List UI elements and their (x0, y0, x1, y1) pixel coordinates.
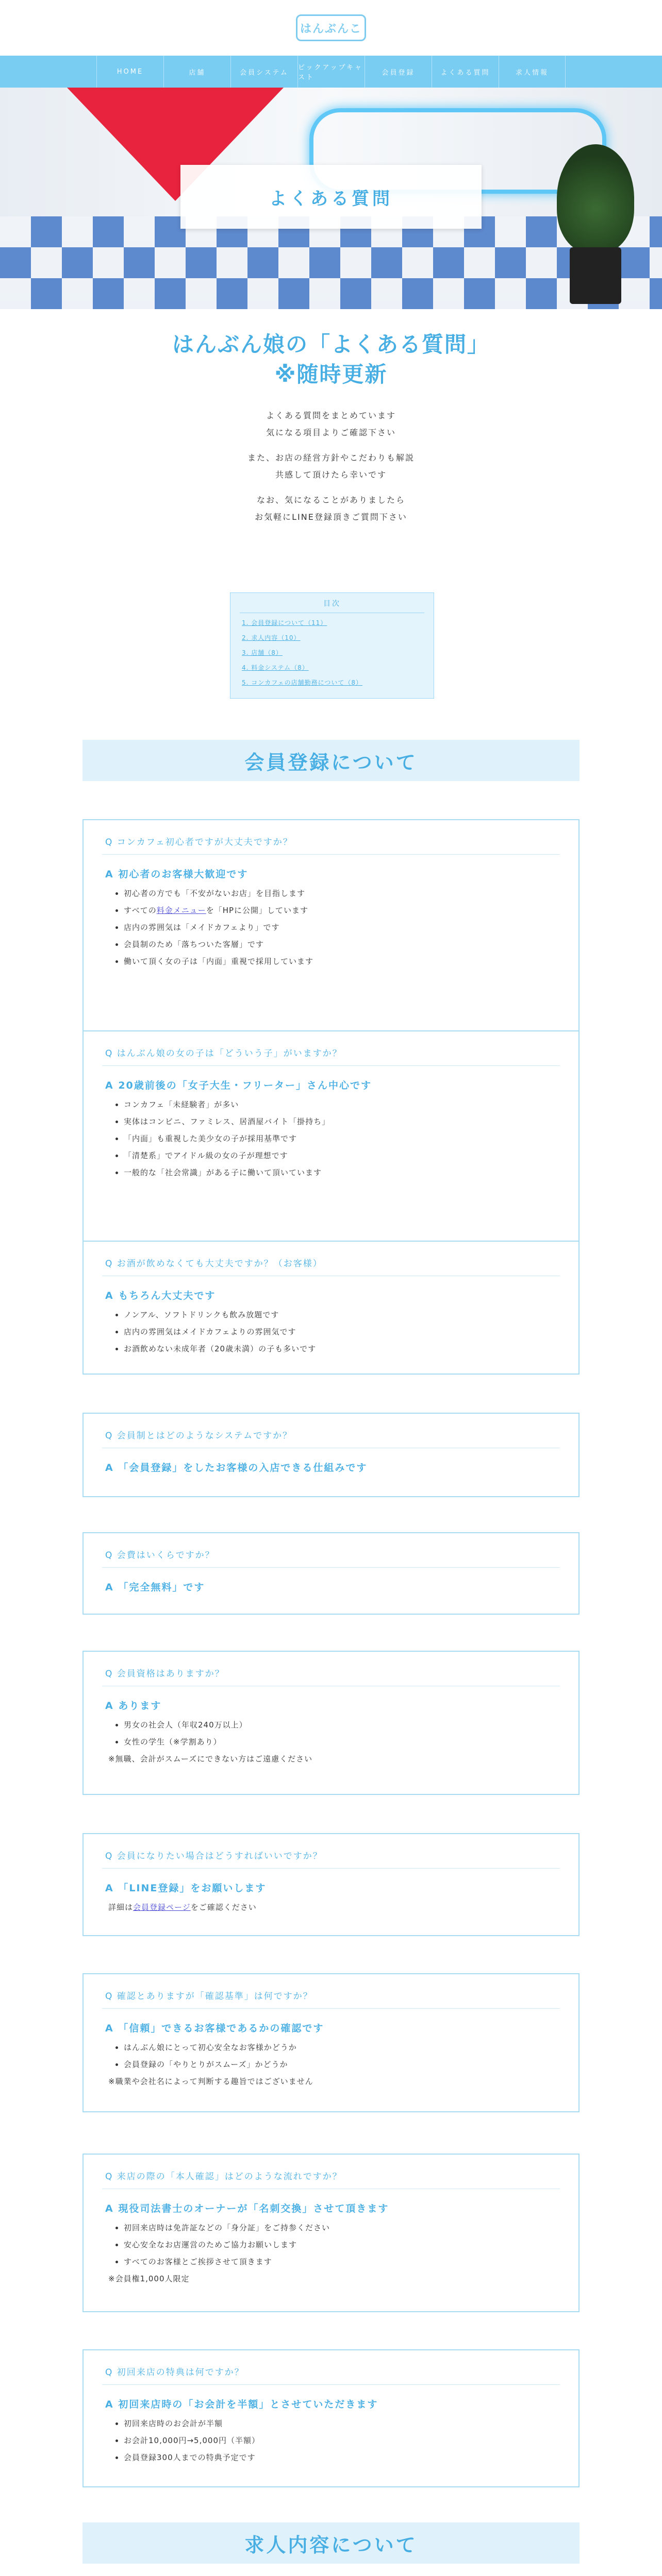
faq-bullet: • 男女の社会人（年収240万以上） (124, 1717, 312, 1734)
faq-card (82, 1532, 580, 1615)
faq-bullet: • 店内の雰囲気はメイドカフェよりの雰囲気です (124, 1324, 316, 1341)
faq-bullet: • 女性の学生（※学割あり） (124, 1734, 312, 1751)
intro-line: なお、気になることがありましたら (256, 495, 405, 505)
faq-body (108, 1899, 257, 1916)
nav-pickup-cast[interactable]: ピックアップキャスト (297, 56, 365, 88)
faq-divider (102, 2384, 560, 2385)
faq-divider (102, 854, 560, 855)
nav-shop[interactable]: 店舗 (163, 56, 230, 88)
nav-faq[interactable]: よくある質問 (432, 56, 499, 88)
hero-banner (0, 88, 662, 309)
faq-card (82, 1413, 580, 1497)
faq-bullet: • 会員登録の「やりとりがスムーズ」かどうか (124, 2056, 313, 2073)
faq-question: Q 会員制とはどのようなシステムですか？ (105, 1431, 293, 1441)
faq-answer: A 「LINE登録」をお願いします (105, 1883, 267, 1894)
faq-bullet: • はんぶん娘にとって初心安全なお客様かどうか (124, 2039, 313, 2056)
intro-text (0, 407, 662, 534)
page-title (0, 330, 662, 389)
faq-body (108, 2039, 313, 2090)
intro-line: 気になる項目よりご確認下さい (266, 428, 396, 437)
faq-answer: A 初回来店時の「お会計を半額」とさせていただきます (105, 2399, 378, 2410)
nav-member-register[interactable]: 会員登録 (365, 56, 432, 88)
faq-note-text: をご確認ください (190, 1903, 257, 1912)
faq-card (82, 819, 580, 1041)
nav-member-system[interactable]: 会員システム (230, 56, 297, 88)
faq-bullet (124, 902, 313, 919)
faq-body (108, 1717, 312, 1768)
pricing-menu-link[interactable]: 料金メニュー (156, 906, 206, 915)
faq-card (82, 1651, 580, 1795)
faq-bullet: • すべてのお客様とご挨拶させて頂きます (124, 2253, 330, 2270)
hero-title-box (180, 165, 482, 229)
faq-bullet: • 初回来店時は免許証などの「身分証」をご持参ください (124, 2219, 330, 2236)
faq-bullet: • お酒飲めない未成年者（20歳未満）の子も多いです (124, 1341, 316, 1358)
faq-card (82, 2154, 580, 2312)
faq-note: ※職業や会社名によって判断する趣旨ではございません (108, 2077, 313, 2086)
table-of-contents (230, 592, 434, 699)
site-header (0, 0, 662, 56)
intro-line: お気軽にLINE登録頂きご質問下さい (255, 512, 407, 522)
site-logo[interactable]: はんぶんこ (296, 14, 366, 41)
faq-bullet: • お会計10,000円→5,000円（半額） (124, 2432, 260, 2449)
faq-question: Q コンカフェ初心者ですが大丈夫ですか？ (105, 837, 293, 848)
faq-divider (102, 1868, 560, 1869)
faq-question: Q 会費はいくらですか？ (105, 1550, 215, 1561)
faq-card (82, 1833, 580, 1936)
nav-home[interactable]: HOME (96, 56, 163, 88)
faq-body (108, 2219, 330, 2287)
faq-divider (102, 1065, 560, 1066)
page-title-line1: はんぶん娘の「よくある質問」 (172, 332, 490, 357)
faq-bullet: • 安心安全なお店運営のためご協力お願いします (124, 2236, 330, 2253)
faq-bullet: • 「内面」も重視した美少女の子が採用基準です (124, 1130, 330, 1147)
faq-bullet: • ノンアル、ソフトドリンクも飲み放題です (124, 1307, 316, 1324)
faq-note: ※会員権1,000人限定 (108, 2274, 190, 2283)
toc-item-shop[interactable]: 3. 店舗（8） (242, 649, 283, 656)
faq-answer: A 「信頼」できるお客様であるかの確認です (105, 2023, 324, 2034)
section-heading-jobs: 求人内容について (82, 2522, 580, 2564)
section-heading-members: 会員登録について (82, 740, 580, 781)
faq-divider (102, 1567, 560, 1568)
faq-answer: A あります (105, 1700, 162, 1711)
faq-bullet: • 会員登録300人までの特典予定です (124, 2449, 260, 2466)
toc-title: 目次 (323, 600, 341, 608)
faq-bullet-text: すべての (124, 906, 157, 915)
faq-question: Q 会員になりたい場合はどうすればいいですか？ (105, 1851, 323, 1861)
faq-bullet: • 店内の雰囲気は「メイドカフェより」です (124, 919, 313, 936)
faq-question: Q 初回来店の特典は何ですか？ (105, 2367, 244, 2378)
faq-bullet: • コンカフェ「未経験者」が多い (124, 1096, 330, 1113)
member-register-link[interactable]: 会員登録ページ (133, 1903, 191, 1912)
global-nav (0, 56, 662, 88)
intro-line: よくある質問をまとめています (266, 411, 396, 420)
nav-recruit[interactable]: 求人情報 (499, 56, 566, 88)
faq-answer: A 「会員登録」をしたお客様の入店できる仕組みです (105, 1462, 368, 1473)
faq-note-text: 詳細は (108, 1903, 134, 1912)
faq-question: Q はんぶん娘の女の子は「どういう子」がいますか？ (105, 1048, 342, 1059)
plant-leaves (557, 144, 634, 252)
toc-item-jobs[interactable]: 2. 求人内容（10） (242, 634, 301, 641)
faq-answer: A 初心者のお客様大歓迎です (105, 869, 249, 880)
faq-card (82, 1030, 580, 1247)
faq-answer: A もちろん大丈夫です (105, 1290, 216, 1301)
faq-question: Q 確認とありますが「確認基準」は何ですか？ (105, 1991, 313, 2002)
toc-item-work[interactable]: 5. コンカフェの店舗勤務について（8） (242, 679, 363, 686)
faq-divider (102, 2008, 560, 2009)
intro-line: また、お店の経営方針やこだわりも解説 (247, 453, 415, 463)
faq-bullet: • 初回来店時のお会計が半額 (124, 2415, 260, 2432)
faq-body (108, 1307, 316, 1358)
faq-card (82, 2349, 580, 2487)
faq-question: Q 来店の際の「本人確認」はどのような流れですか？ (105, 2172, 342, 2182)
faq-note: ※無職、会計がスムーズにできない方はご遠慮ください (108, 1754, 313, 1764)
faq-bullet: • 会員制のため「落ちついた客層」です (124, 936, 313, 953)
faq-bullet: • 「清楚系」でアイドル級の女の子が理想です (124, 1147, 330, 1164)
faq-bullet-text: を「HPに公開」しています (206, 906, 309, 915)
faq-bullet: • 初心者の方でも「不安がないお店」を目指します (124, 885, 313, 902)
faq-bullet: • 働いて頂く女の子は「内面」重視で採用しています (124, 953, 313, 970)
faq-question: Q お酒が飲めなくても大丈夫ですか？（お客様） (105, 1259, 323, 1269)
faq-bullet: • 実体はコンビニ、ファミレス、居酒屋バイト「掛持ち」 (124, 1113, 330, 1130)
hero-title: よくある質問 (269, 188, 393, 209)
faq-note (108, 1899, 257, 1916)
plant-icon (557, 144, 634, 304)
faq-body (108, 2415, 260, 2466)
faq-bullet: • 一般的な「社会常識」がある子に働いて頂いています (124, 1164, 330, 1181)
toc-item-pricing[interactable]: 4. 料金システム（8） (242, 664, 309, 671)
faq-answer: A 20歳前後の「女子大生・フリーター」さん中心です (105, 1080, 372, 1091)
faq-body (108, 1096, 330, 1181)
faq-question: Q 会員資格はありますか？ (105, 1669, 225, 1679)
plant-pot (570, 247, 621, 304)
faq-answer: A 現役司法書士のオーナーが「名刺交換」させて頂きます (105, 2203, 389, 2214)
faq-body (108, 885, 313, 970)
intro-line: 共感して頂けたら幸いです (275, 470, 387, 480)
faq-card (82, 1973, 580, 2112)
faq-answer: A 「完全無料」です (105, 1582, 205, 1593)
faq-card (82, 1241, 580, 1375)
toc-item-members[interactable]: 1. 会員登録について（11） (242, 619, 327, 626)
page-title-line2: ※随時更新 (274, 362, 388, 387)
